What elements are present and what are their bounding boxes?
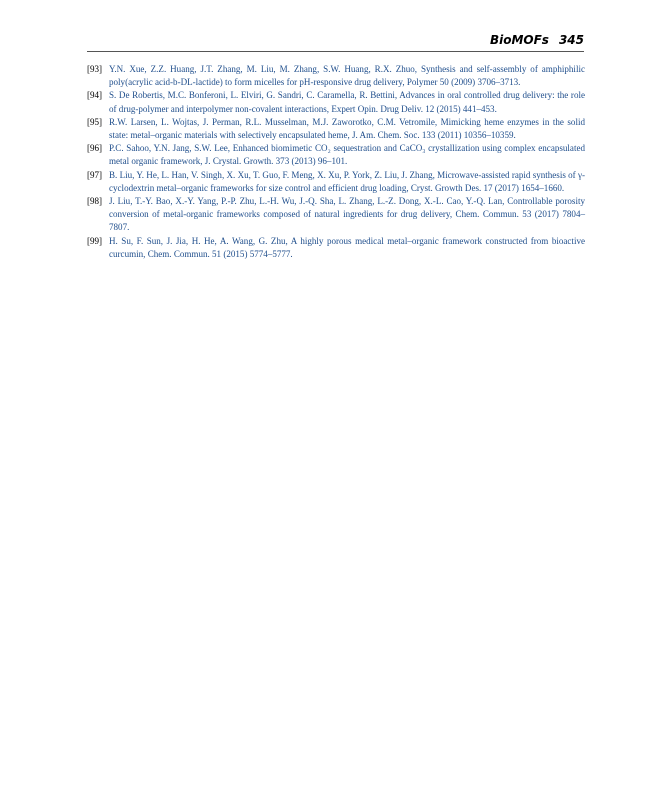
reference-link[interactable]: R.W. Larsen, L. Wojtas, J. Perman, R.L. Musselman, M.J. Zaworotko, C.M. Vetromile, Mimicking heme enzymes in the solid state: metal–organic materials with selectively encapsulated heme, J. Am. Chem. Soc. 133 (2011) 10356–10359. — [109, 116, 585, 141]
reference-link[interactable]: B. Liu, Y. He, L. Han, V. Singh, X. Xu, T. Guo, F. Meng, X. Xu, P. York, Z. Liu, J. Zhang, Microwave-assisted rapid synthesis of γ-cyclodextrin metal–organic frameworks for size control and efficient drug loading, Cryst. Growth Des. 17 (2017) 1654–1660. — [109, 169, 585, 193]
reference-item-94 — [87, 89, 585, 115]
reference-list — [87, 63, 585, 261]
page-number: 345 — [558, 33, 584, 47]
reference-number: [96] — [87, 143, 103, 154]
running-title: BioMOFs — [489, 33, 549, 47]
reference-item-98 — [87, 195, 585, 235]
reference-number: [95] — [87, 116, 103, 127]
reference-item-97 — [87, 169, 585, 195]
running-header — [490, 33, 584, 47]
reference-link[interactable]: S. De Robertis, M.C. Bonferoni, L. Elviri, G. Sandri, C. Caramella, R. Bettini, Advances in oral controlled drug delivery: the role of drug-polymer and interpolymer non-covalent interactions, Expert Opin. Drug Deliv. 12 (2015) 441–453. — [109, 90, 585, 114]
reference-number: [93] — [87, 64, 103, 74]
reference-link[interactable]: P.C. Sahoo, Y.N. Jang, S.W. Lee, Enhanced biomimetic CO₂ sequestration and CaCO₃ crystallization using complex encapsulated metal organic framework, J. Crystal. Growth. 373 (2013) 96–101. — [109, 143, 585, 167]
reference-item-96 — [87, 142, 585, 168]
reference-link[interactable]: H. Su, F. Sun, J. Jia, H. He, A. Wang, G. Zhu, A highly porous medical metal–organic framework constructed from bioactive curcumin, Chem. Commun. 51 (2015) 5774–5777. — [109, 235, 585, 259]
reference-number: [97] — [87, 169, 103, 180]
reference-link[interactable]: J. Liu, T.-Y. Bao, X.-Y. Yang, P.-P. Zhu, L.-H. Wu, J.-Q. Sha, L. Zhang, L.-Z. Dong, X.-L. Cao, Y.-Q. Lan, Controllable porosity conversion of metal-organic frameworks composed of natural ingredients for drug delivery, Chem. Commun. 53 (2017) 7804–7807. — [109, 196, 585, 233]
reference-number: [99] — [87, 235, 103, 246]
page-header — [87, 33, 584, 52]
reference-item-99 — [87, 235, 585, 261]
reference-link[interactable]: Y.N. Xue, Z.Z. Huang, J.T. Zhang, M. Liu, M. Zhang, S.W. Huang, R.X. Zhuo, Synthesis and self-assembly of amphiphilic poly(acrylic acid-b-DL-lactide) to form micelles for pH-responsive drug delivery, Polymer 50 (2009) 3706–3713. — [109, 64, 585, 88]
reference-number: [94] — [87, 90, 103, 101]
reference-item-93 — [87, 63, 585, 89]
reference-number: [98] — [87, 196, 103, 207]
reference-item-95 — [87, 116, 585, 142]
